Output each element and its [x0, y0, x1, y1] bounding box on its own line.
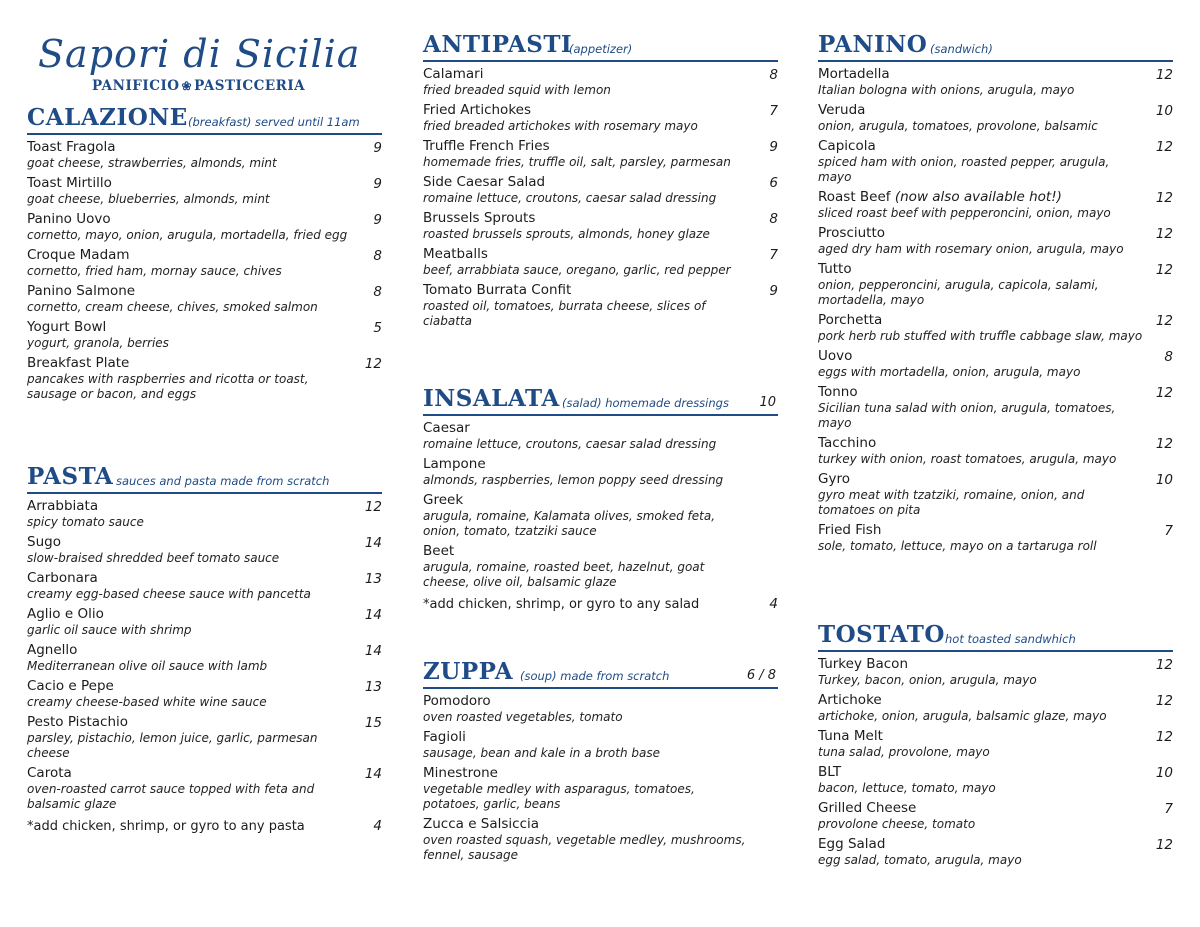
section-title: CALAZIONE	[27, 104, 188, 131]
menu-item-name	[423, 420, 778, 437]
menu-item	[818, 348, 1173, 380]
menu-item-name	[423, 210, 778, 227]
menu-item-description: provolone cheese, tomato	[818, 817, 976, 831]
menu-item-price: 12	[1155, 657, 1173, 673]
menu-item-name-note: (now also available hot!)	[894, 189, 1062, 205]
menu-item-title: Pomodoro	[423, 693, 491, 709]
menu-item-price: 12	[1155, 837, 1173, 853]
menu-item-title: Tutto	[818, 261, 852, 277]
menu-addon-price: 4	[769, 596, 778, 612]
menu-item-description: slow-braised shredded beef tomato sauce	[27, 551, 280, 565]
menu-item-title: Calamari	[423, 66, 484, 82]
menu-item	[27, 534, 382, 566]
menu-item-name	[423, 456, 778, 473]
menu-item-price: 9	[373, 212, 382, 228]
menu-item-name	[27, 534, 382, 551]
menu-item-name	[818, 384, 1173, 401]
menu-item-name	[423, 102, 778, 119]
menu-item-description: aged dry ham with rosemary onion, arugula, mayo	[818, 242, 1124, 256]
menu-item	[423, 102, 778, 134]
menu-item-title: Tomato Burrata Confit	[423, 282, 572, 298]
menu-item	[423, 282, 778, 329]
section-note: (salad) homemade dressings	[562, 396, 729, 410]
menu-item-price: 12	[1155, 226, 1173, 242]
menu-item-list	[423, 689, 778, 863]
menu-item-price: 8	[373, 248, 382, 264]
menu-item-title: Beet	[423, 543, 455, 559]
menu-item-price: 9	[373, 140, 382, 156]
brand-script-title: Sapori di Sicilia	[38, 32, 361, 76]
menu-item-price: 12	[364, 356, 382, 372]
menu-item	[27, 211, 382, 243]
menu-item	[27, 355, 382, 402]
menu-item-name	[423, 729, 778, 746]
menu-item-description: artichoke, onion, arugula, balsamic glaze, mayo	[818, 709, 1107, 723]
menu-item-price: 14	[364, 643, 382, 659]
menu-item	[423, 765, 778, 812]
menu-item-description: sausage, bean and kale in a broth base	[423, 746, 660, 760]
menu-item	[818, 384, 1173, 431]
menu-item-price: 5	[373, 320, 382, 336]
menu-item-description: roasted brussels sprouts, almonds, honey glaze	[423, 227, 710, 241]
menu-item-name	[27, 247, 382, 264]
menu-item-description: creamy cheese-based white wine sauce	[27, 695, 267, 709]
menu-item	[818, 764, 1173, 796]
menu-item	[818, 138, 1173, 185]
menu-section-panino	[818, 30, 1173, 558]
menu-item-name	[27, 175, 382, 192]
menu-item	[423, 543, 778, 590]
section-title: ANTIPASTI	[423, 31, 573, 58]
menu-item-list	[818, 652, 1173, 868]
menu-item-name	[27, 283, 382, 300]
menu-item-description: onion, arugula, tomatoes, provolone, balsamic	[818, 119, 1098, 133]
menu-item-price: 12	[1155, 67, 1173, 83]
menu-item-title: Fried Artichokes	[423, 102, 531, 118]
menu-item-price: 7	[1164, 801, 1173, 817]
menu-item-title: Uovo	[818, 348, 853, 364]
menu-item	[423, 456, 778, 488]
menu-addon-text: *add chicken, shrimp, or gyro to any salad	[423, 597, 700, 612]
menu-section-antipasti	[423, 30, 778, 333]
menu-item-description: gyro meat with tzatziki, romaine, onion, and tomatoes on pita	[818, 488, 1085, 517]
section-note: sauces and pasta made from scratch	[116, 474, 330, 488]
menu-item-price: 14	[364, 535, 382, 551]
menu-item-name	[27, 678, 382, 695]
menu-item-title: Brussels Sprouts	[423, 210, 536, 226]
menu-item-price: 7	[1164, 523, 1173, 539]
section-title: INSALATA	[423, 385, 560, 412]
section-header	[27, 462, 382, 494]
menu-item-name	[818, 189, 1173, 206]
menu-item-title: Egg Salad	[818, 836, 886, 852]
menu-item-description: oven-roasted carrot sauce topped with feta and balsamic glaze	[27, 782, 315, 811]
menu-item-description: turkey with onion, roast tomatoes, arugula, mayo	[818, 452, 1117, 466]
menu-item-description: oven roasted vegetables, tomato	[423, 710, 623, 724]
menu-item-title: Aglio e Olio	[27, 606, 104, 622]
menu-item	[423, 492, 778, 539]
menu-item	[423, 210, 778, 242]
menu-item-description: cornetto, fried ham, mornay sauce, chives	[27, 264, 282, 278]
menu-item-price: 8	[373, 284, 382, 300]
menu-item-description: fried breaded squid with lemon	[423, 83, 611, 97]
menu-item-title: Fagioli	[423, 729, 466, 745]
menu-item-price: 12	[1155, 139, 1173, 155]
menu-item-name	[818, 692, 1173, 709]
menu-item	[818, 728, 1173, 760]
menu-item	[423, 693, 778, 725]
menu-item-name	[818, 348, 1173, 365]
menu-item-title: Roast Beef	[818, 189, 891, 205]
menu-item-title: Turkey Bacon	[818, 656, 908, 672]
menu-section-pasta	[27, 462, 382, 835]
menu-item-description: roasted oil, tomatoes, burrata cheese, slices of ciabatta	[423, 299, 706, 328]
menu-item-title: Porchetta	[818, 312, 883, 328]
menu-item-title: Arrabbiata	[27, 498, 99, 514]
section-header	[423, 657, 778, 689]
menu-item-description: bacon, lettuce, tomato, mayo	[818, 781, 996, 795]
menu-item-price: 9	[769, 139, 778, 155]
menu-item-description: vegetable medley with asparagus, tomatoes, potatoes, garlic, beans	[423, 782, 695, 811]
section-header	[423, 384, 778, 416]
section-price: 6 / 8	[746, 668, 776, 683]
menu-item-price: 9	[769, 283, 778, 299]
menu-item-title: Truffle French Fries	[423, 138, 550, 154]
menu-item-description: onion, pepperoncini, arugula, capicola, salami, mortadella, mayo	[818, 278, 1099, 307]
menu-item-title: Carbonara	[27, 570, 98, 586]
menu-item-title: Carota	[27, 765, 72, 781]
brand-subtitle	[92, 78, 305, 94]
menu-section-calazione	[27, 103, 382, 406]
menu-item	[27, 642, 382, 674]
menu-item-name	[818, 656, 1173, 673]
menu-item-description: sole, tomato, lettuce, mayo on a tartaruga roll	[818, 539, 1097, 553]
menu-item-name	[27, 714, 382, 731]
menu-item-description: arugula, romaine, roasted beet, hazelnut, goat cheese, olive oil, balsamic glaze	[423, 560, 705, 589]
menu-item-title: Toast Mirtillo	[27, 175, 112, 191]
menu-item-name	[818, 800, 1173, 817]
section-note: (appetizer)	[569, 42, 633, 56]
menu-item-description: goat cheese, strawberries, almonds, mint	[27, 156, 277, 170]
menu-item-price: 13	[364, 571, 382, 587]
brand-logo	[20, 28, 380, 98]
menu-item-description: Mediterranean olive oil sauce with lamb	[27, 659, 268, 673]
menu-item-title: Veruda	[818, 102, 866, 118]
menu-item	[818, 66, 1173, 98]
section-note: (soup) made from scratch	[520, 669, 670, 683]
menu-item	[423, 816, 778, 863]
menu-item-name	[27, 498, 382, 515]
menu-item-title: Grilled Cheese	[818, 800, 917, 816]
menu-item-title: Greek	[423, 492, 464, 508]
menu-item-list	[27, 135, 382, 402]
section-note: (breakfast) served until 11am	[188, 115, 360, 129]
menu-section-zuppa	[423, 657, 778, 867]
menu-item-title: BLT	[818, 764, 842, 780]
menu-item	[27, 765, 382, 812]
menu-item-name	[27, 139, 382, 156]
menu-item-name	[423, 543, 778, 560]
menu-item	[27, 283, 382, 315]
menu-item	[27, 714, 382, 761]
menu-item	[818, 471, 1173, 518]
menu-item-description: homemade fries, truffle oil, salt, parsley, parmesan	[423, 155, 731, 169]
menu-item-name	[818, 435, 1173, 452]
menu-item-title: Panino Uovo	[27, 211, 111, 227]
menu-item-name	[818, 836, 1173, 853]
menu-item-title: Zucca e Salsiccia	[423, 816, 540, 832]
menu-item-name	[423, 816, 778, 833]
menu-item-price: 9	[373, 176, 382, 192]
menu-item-title: Meatballs	[423, 246, 488, 262]
menu-item-title: Agnello	[27, 642, 78, 658]
menu-item-price: 14	[364, 607, 382, 623]
section-header	[818, 30, 1173, 62]
menu-item	[27, 498, 382, 530]
menu-item-list	[27, 494, 382, 835]
menu-item	[423, 246, 778, 278]
menu-item-name	[27, 319, 382, 336]
menu-item-title: Fried Fish	[818, 522, 882, 538]
menu-item	[423, 174, 778, 206]
menu-item-description: egg salad, tomato, arugula, mayo	[818, 853, 1022, 867]
menu-item-price: 10	[1155, 103, 1173, 119]
section-title: PASTA	[27, 463, 114, 490]
section-header	[27, 103, 382, 135]
menu-item-title: Yogurt Bowl	[27, 319, 107, 335]
section-header	[423, 30, 778, 62]
menu-item-list	[423, 62, 778, 329]
menu-item-description: oven roasted squash, vegetable medley, mushrooms, fennel, sausage	[423, 833, 746, 862]
menu-item-description: Turkey, bacon, onion, arugula, mayo	[818, 673, 1037, 687]
menu-addon-text: *add chicken, shrimp, or gyro to any pasta	[27, 819, 305, 834]
menu-item-name	[818, 66, 1173, 83]
menu-item-description: parsley, pistachio, lemon juice, garlic, parmesan cheese	[27, 731, 318, 760]
menu-item-title: Side Caesar Salad	[423, 174, 546, 190]
menu-item-price: 10	[1155, 765, 1173, 781]
menu-item-title: Mortadella	[818, 66, 890, 82]
menu-item	[818, 261, 1173, 308]
menu-item-name	[27, 570, 382, 587]
menu-item-title: Sugo	[27, 534, 61, 550]
menu-item-title: Toast Fragola	[27, 139, 116, 155]
menu-item	[423, 729, 778, 761]
menu-item-name	[818, 261, 1173, 278]
menu-item-description: yogurt, granola, berries	[27, 336, 169, 350]
menu-item	[423, 420, 778, 452]
menu-item-description: cornetto, mayo, onion, arugula, mortadella, fried egg	[27, 228, 348, 242]
menu-item	[27, 606, 382, 638]
menu-item-name	[27, 642, 382, 659]
menu-item-title: Gyro	[818, 471, 850, 487]
menu-item-name	[27, 765, 382, 782]
menu-item	[818, 102, 1173, 134]
menu-item	[818, 836, 1173, 868]
menu-item-price: 7	[769, 103, 778, 119]
menu-item-price: 12	[1155, 313, 1173, 329]
menu-item-price: 12	[1155, 436, 1173, 452]
menu-section-insalata	[423, 384, 778, 613]
menu-item-description: cornetto, cream cheese, chives, smoked salmon	[27, 300, 318, 314]
menu-item-name	[818, 138, 1173, 155]
menu-item-description: fried breaded artichokes with rosemary mayo	[423, 119, 698, 133]
menu-item-description: Sicilian tuna salad with onion, arugula, tomatoes, mayo	[818, 401, 1116, 430]
menu-item	[27, 319, 382, 351]
menu-item-price: 12	[1155, 693, 1173, 709]
menu-item-price: 8	[769, 67, 778, 83]
menu-item-price: 8	[769, 211, 778, 227]
menu-item	[27, 247, 382, 279]
menu-item	[818, 522, 1173, 554]
menu-item-name	[27, 606, 382, 623]
menu-item-title: Tonno	[818, 384, 858, 400]
menu-item-description: pancakes with raspberries and ricotta or toast, sausage or bacon, and eggs	[27, 372, 309, 401]
menu-item-description: spiced ham with onion, roasted pepper, arugula, mayo	[818, 155, 1110, 184]
menu-item-list	[423, 416, 778, 613]
menu-item-price: 13	[364, 679, 382, 695]
menu-item-name	[818, 102, 1173, 119]
menu-item-price: 8	[1164, 349, 1173, 365]
menu-addon-price: 4	[373, 818, 382, 834]
menu-item	[818, 692, 1173, 724]
menu-item-name	[423, 246, 778, 263]
brand-sub-left: PANIFICIO	[92, 78, 180, 94]
menu-item-name	[423, 765, 778, 782]
section-title: TOSTATO	[818, 621, 945, 648]
menu-item	[423, 66, 778, 98]
menu-item-price: 6	[769, 175, 778, 191]
menu-item-title: Tacchino	[818, 435, 877, 451]
section-note: hot toasted sandwhich	[945, 632, 1076, 646]
brand-sub-right: PASTICCERIA	[194, 78, 306, 94]
menu-addon	[423, 596, 778, 613]
menu-item-name	[423, 492, 778, 509]
section-header	[818, 620, 1173, 652]
menu-item-name	[818, 522, 1173, 539]
menu-item-description: eggs with mortadella, onion, arugula, mayo	[818, 365, 1081, 379]
menu-item-title: Capicola	[818, 138, 876, 154]
menu-item-name	[818, 225, 1173, 242]
menu-item-price: 12	[1155, 385, 1173, 401]
menu-item-title: Croque Madam	[27, 247, 130, 263]
menu-item	[27, 139, 382, 171]
menu-item-name	[27, 355, 382, 372]
section-title: PANINO	[818, 31, 928, 58]
menu-item-description: sliced roast beef with pepperoncini, onion, mayo	[818, 206, 1111, 220]
menu-item-description: beef, arrabbiata sauce, oregano, garlic, red pepper	[423, 263, 731, 277]
menu-item-price: 12	[364, 499, 382, 515]
menu-item-price: 14	[364, 766, 382, 782]
menu-item-price: 12	[1155, 190, 1173, 206]
menu-item-title: Artichoke	[818, 692, 882, 708]
menu-addon	[27, 818, 382, 835]
menu-item-description: arugula, romaine, Kalamata olives, smoked feta, onion, tomato, tzatziki sauce	[423, 509, 716, 538]
menu-item-description: goat cheese, blueberries, almonds, mint	[27, 192, 270, 206]
menu-item-title: Lampone	[423, 456, 486, 472]
menu-item-description: romaine lettuce, croutons, caesar salad dressing	[423, 437, 717, 451]
menu-item-title: Prosciutto	[818, 225, 886, 241]
menu-item-name	[818, 312, 1173, 329]
menu-item-description: garlic oil sauce with shrimp	[27, 623, 192, 637]
menu-item-name	[818, 728, 1173, 745]
menu-item-name	[423, 66, 778, 83]
section-price: 10	[759, 395, 776, 410]
menu-item-list	[818, 62, 1173, 554]
menu-item-description: romaine lettuce, croutons, caesar salad dressing	[423, 191, 717, 205]
menu-item-name	[818, 471, 1173, 488]
menu-item-name	[423, 138, 778, 155]
menu-item-name	[818, 764, 1173, 781]
menu-item-title: Minestrone	[423, 765, 498, 781]
menu-item	[423, 138, 778, 170]
menu-item-name	[423, 693, 778, 710]
menu-item-title: Breakfast Plate	[27, 355, 130, 371]
menu-item	[27, 175, 382, 207]
menu-item-title: Pesto Pistachio	[27, 714, 129, 730]
menu-item	[818, 800, 1173, 832]
menu-item-description: almonds, raspberries, lemon poppy seed dressing	[423, 473, 724, 487]
menu-item-name	[423, 174, 778, 191]
menu-item-price: 10	[1155, 472, 1173, 488]
menu-item-price: 12	[1155, 729, 1173, 745]
menu-item-name	[423, 282, 778, 299]
trinacria-icon: ❀	[181, 79, 193, 93]
menu-item-description: spicy tomato sauce	[27, 515, 144, 529]
menu-item	[818, 312, 1173, 344]
menu-item-price: 15	[364, 715, 382, 731]
menu-item-description: Italian bologna with onions, arugula, mayo	[818, 83, 1075, 97]
menu-item-title: Tuna Melt	[818, 728, 883, 744]
menu-item-price: 7	[769, 247, 778, 263]
menu-item	[818, 225, 1173, 257]
menu-item	[818, 189, 1173, 221]
menu-item-description: creamy egg-based cheese sauce with pancetta	[27, 587, 311, 601]
menu-item	[818, 435, 1173, 467]
menu-item-title: Cacio e Pepe	[27, 678, 114, 694]
menu-item-description: tuna salad, provolone, mayo	[818, 745, 990, 759]
menu-item-title: Panino Salmone	[27, 283, 136, 299]
menu-item-title: Caesar	[423, 420, 470, 436]
menu-item	[27, 570, 382, 602]
section-title: ZUPPA	[423, 658, 514, 685]
menu-item	[818, 656, 1173, 688]
menu-item	[27, 678, 382, 710]
menu-item-description: pork herb rub stuffed with truffle cabbage slaw, mayo	[818, 329, 1143, 343]
menu-item-name	[27, 211, 382, 228]
section-note: (sandwich)	[930, 42, 993, 56]
menu-section-tostato	[818, 620, 1173, 872]
menu-item-price: 12	[1155, 262, 1173, 278]
